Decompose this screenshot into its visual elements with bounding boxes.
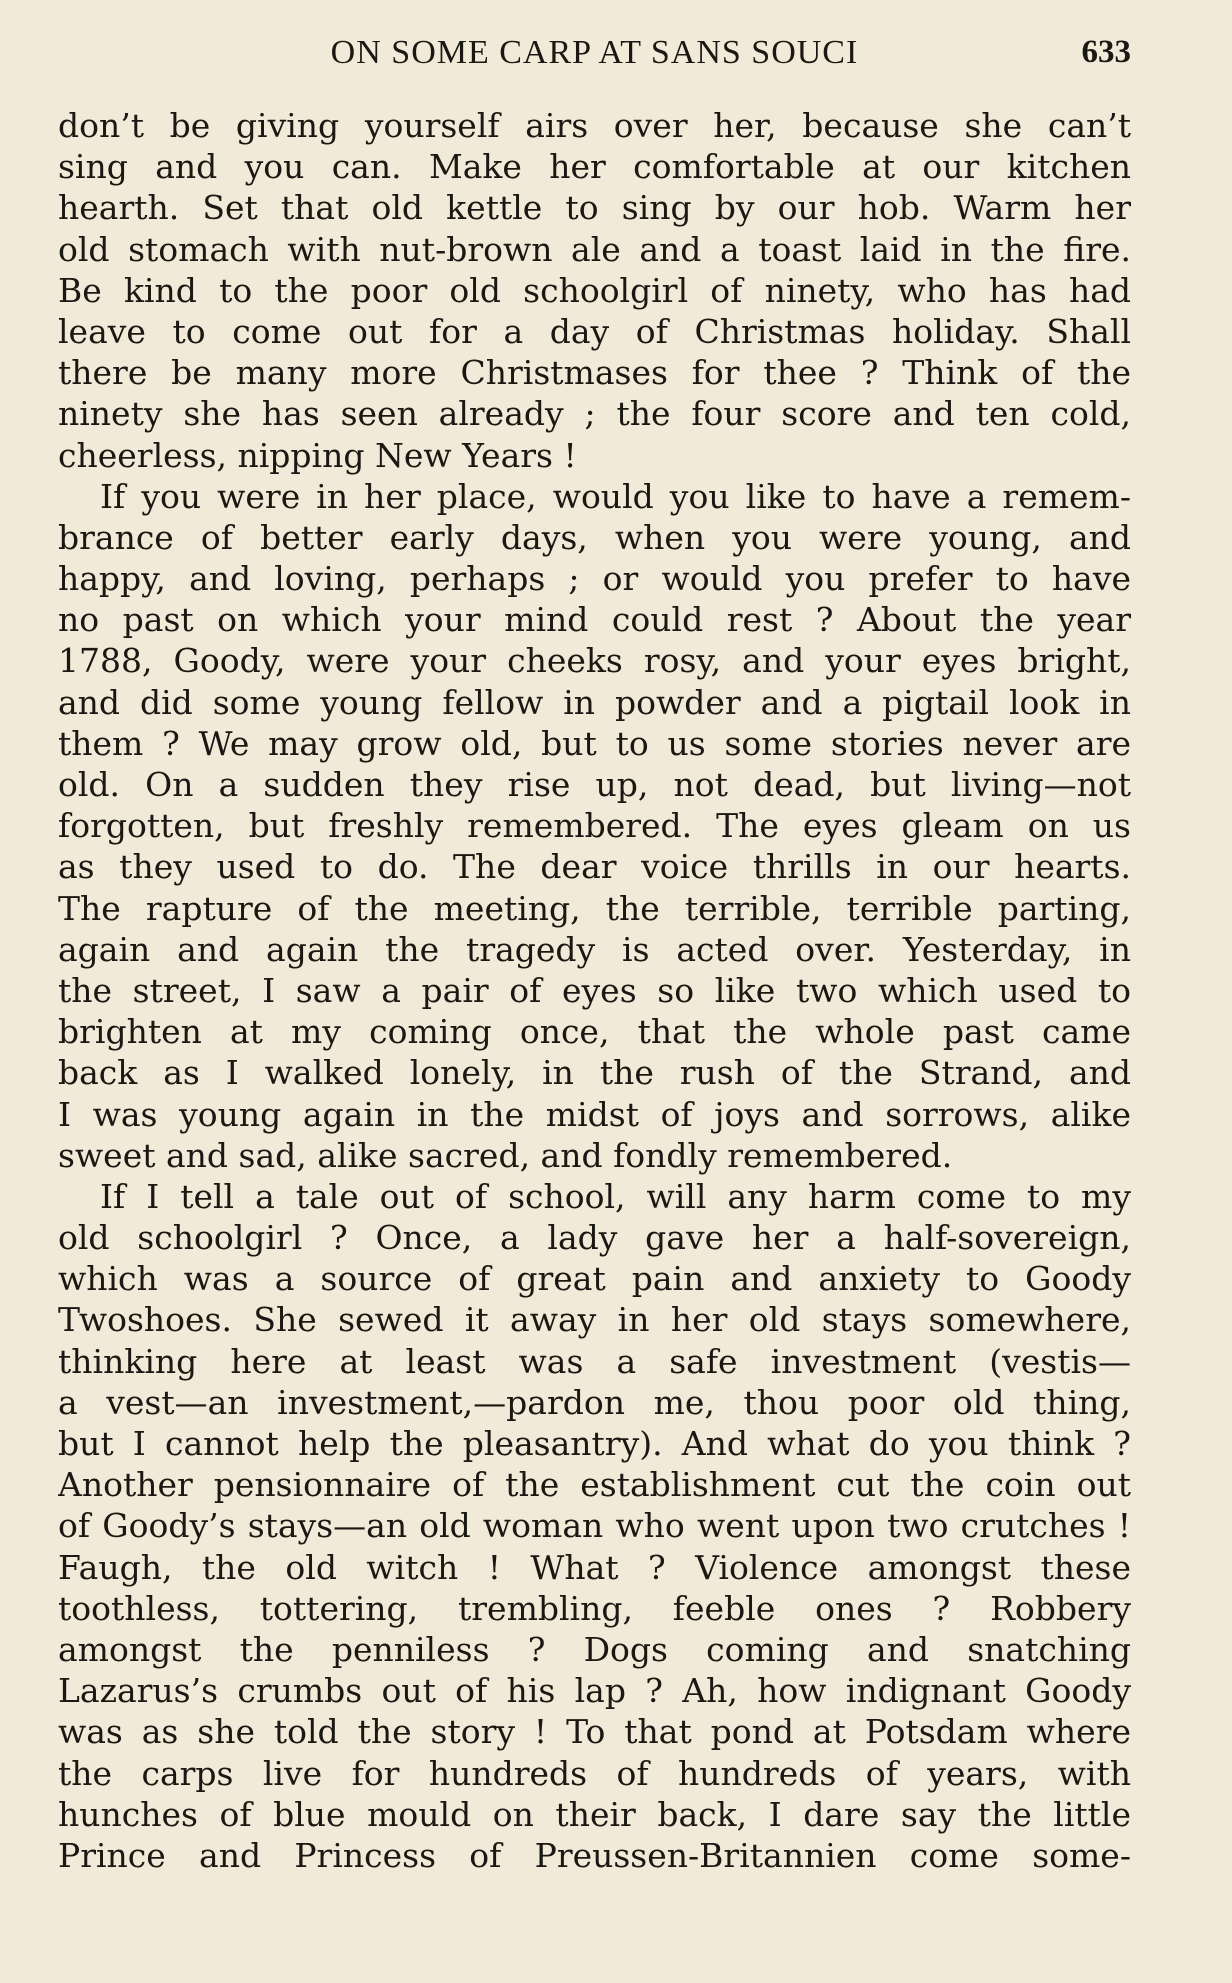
text-line: a vest—an investment,—pardon me, thou poor old thing, <box>58 1382 1131 1422</box>
text-line: Be kind to the poor old schoolgirl of ninety, who has had <box>58 270 1131 310</box>
text-line: there be many more Christmases for thee ? Think of the <box>58 353 1131 393</box>
text-line: thinking here at least was a safe investment (vestis— <box>58 1341 1131 1381</box>
text-line: old. On a sudden they rise up, not dead, but living—not <box>58 765 1131 804</box>
text-line: no past on which your mind could rest ? About the year <box>58 600 1131 640</box>
text-line: the street, I saw a pair of eyes so like two which used to <box>58 970 1131 1010</box>
running-title: ON SOME CARP AT SANS SOUCI <box>330 34 859 71</box>
text-line: Twoshoes. She sewed it away in her old stays somewhere, <box>58 1300 1131 1340</box>
text-line: don’t be giving yourself airs over her, because she can’t <box>58 106 1131 145</box>
text-line: back as I walked lonely, in the rush of the Strand, and <box>58 1053 1131 1093</box>
text-line: Faugh, the old witch ! What ? Violence amongst these <box>58 1547 1131 1587</box>
text-line: brance of better early days, when you were young, and <box>58 517 1131 557</box>
page-number: 633 <box>1081 34 1131 70</box>
text-line: Prince and Princess of Preussen-Britannien come some- <box>58 1835 1131 1875</box>
text-line: happy, and loving, perhaps ; or would you prefer to have <box>58 559 1131 599</box>
paragraph-start-line: If I tell a tale out of school, will any harm come to my <box>100 1176 1131 1216</box>
text-line: hunches of blue mould on their back, I dare say the little <box>58 1794 1131 1834</box>
text-line: hearth. Set that old kettle to sing by our hob. Warm her <box>58 188 1131 228</box>
paragraph-start-line: If you were in her place, would you like to have a remem- <box>100 476 1131 516</box>
text-line: brighten at my coming once, that the whole past came <box>58 1012 1131 1052</box>
text-line: them ? We may grow old, but to us some stories never are <box>58 723 1131 763</box>
text-line: Another pensionnaire of the establishment cut the coin out <box>58 1465 1131 1505</box>
text-line: 1788, Goody, were your cheeks rosy, and your eyes bright, <box>58 641 1131 681</box>
text-line: old schoolgirl ? Once, a lady gave her a half-sovereign, <box>58 1218 1131 1258</box>
text-line: I was young again in the midst of joys and sorrows, alike <box>58 1094 1131 1134</box>
text-line: Lazarus’s crumbs out of his lap ? Ah, how indignant Goody <box>58 1671 1131 1711</box>
text-line: the carps live for hundreds of hundreds of years, with <box>58 1753 1131 1793</box>
text-line: again and again the tragedy is acted over. Yesterday, in <box>58 929 1131 969</box>
text-line: sing and you can. Make her comfortable at our kitchen <box>58 147 1131 187</box>
text-line: sweet and sad, alike sacred, and fondly remembered. <box>58 1135 953 1175</box>
text-line: which was a source of great pain and anxiety to Goody <box>58 1259 1131 1299</box>
text-line: The rapture of the meeting, the terrible, terrible parting, <box>58 888 1131 928</box>
text-line: old stomach with nut-brown ale and a toast laid in the fire. <box>58 229 1131 269</box>
text-line: as they used to do. The dear voice thrills in our hearts. <box>58 847 1131 887</box>
text-line: leave to come out for a day of Christmas holiday. Shall <box>58 311 1131 351</box>
text-line: cheerless, nipping New Years ! <box>58 435 577 475</box>
body-text <box>58 105 1131 1876</box>
text-line: but I cannot help the pleasantry). And what do you think ? <box>58 1424 1131 1463</box>
text-line: toothless, tottering, trembling, feeble ones ? Robbery <box>58 1588 1131 1628</box>
text-line: was as she told the story ! To that pond at Potsdam where <box>58 1712 1131 1752</box>
text-line: amongst the penniless ? Dogs coming and snatching <box>58 1629 1131 1669</box>
text-line: of Goody’s stays—an old woman who went upon two crutches ! <box>58 1506 1131 1546</box>
text-line: forgotten, but freshly remembered. The eyes gleam on us <box>58 806 1131 846</box>
text-line: ninety she has seen already ; the four score and ten cold, <box>58 394 1131 434</box>
page-header <box>58 34 1131 82</box>
text-line: and did some young fellow in powder and a pigtail look in <box>58 682 1131 722</box>
